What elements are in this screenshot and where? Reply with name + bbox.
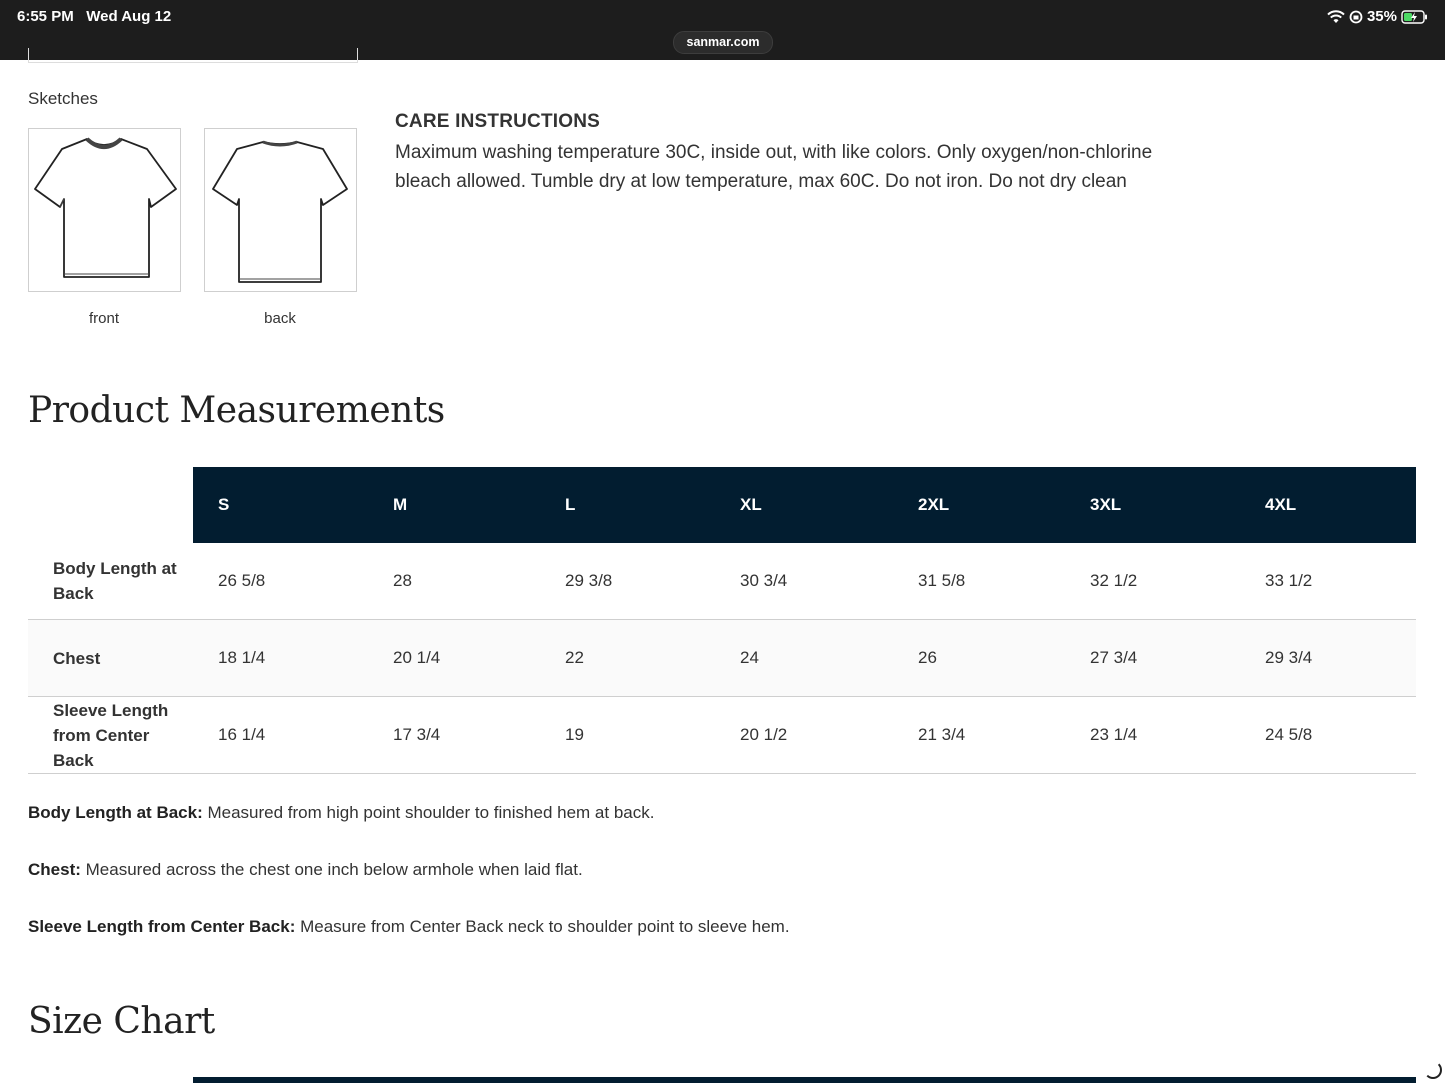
table-cell: 32 1/2 (1065, 543, 1240, 620)
back-sketch-image[interactable] (204, 128, 357, 292)
table-cell: 23 1/4 (1065, 697, 1240, 774)
table-cell: 31 5/8 (893, 543, 1065, 620)
definition-sleeve-length (28, 917, 790, 937)
wifi-icon (1327, 10, 1345, 24)
size-header: L (540, 467, 715, 543)
sketches-label: Sketches (28, 89, 98, 108)
definition-body-length (28, 803, 654, 823)
table-cell: 24 (715, 620, 893, 697)
size-chart-table-header (193, 1077, 1416, 1083)
size-header: 4XL (1240, 467, 1416, 543)
row-label: Chest (28, 620, 193, 697)
table-cell: 20 1/4 (368, 620, 540, 697)
clock: 6:55 PM (17, 8, 74, 25)
table-cell: 22 (540, 620, 715, 697)
care-instructions-text: Maximum washing temperature 30C, inside out, with like colors. Only oxygen/non-chlorine bleach allowed. Tumble dry at low temperature, max 60C. Do not iron. Do not dry clean (395, 142, 1153, 192)
size-header-row (28, 467, 1416, 543)
table-cell: 20 1/2 (715, 697, 893, 774)
table-cell: 27 3/4 (1065, 620, 1240, 697)
table-cell: 33 1/2 (1240, 543, 1416, 620)
address-bar[interactable]: sanmar.com (673, 31, 773, 54)
tshirt-back-icon (205, 129, 356, 291)
status-time (17, 8, 171, 25)
loading-spinner-icon (1424, 1061, 1442, 1079)
row-label: Sleeve Length from Center Back (28, 697, 193, 774)
product-measurements-heading: Product Measurements (28, 390, 445, 431)
header-blank-cell (28, 467, 193, 543)
definition-term: Sleeve Length from Center Back: (28, 917, 296, 936)
table-row (28, 697, 1416, 774)
date: Wed Aug 12 (86, 8, 172, 25)
table-row (28, 620, 1416, 697)
table-cell: 17 3/4 (368, 697, 540, 774)
table-cell: 18 1/4 (193, 620, 368, 697)
orientation-lock-icon (1349, 10, 1363, 24)
definition-chest (28, 860, 583, 880)
definition-term: Chest: (28, 860, 81, 879)
table-cell: 26 5/8 (193, 543, 368, 620)
table-row (28, 543, 1416, 620)
definition-text: Measured from high point shoulder to finished hem at back. (202, 803, 655, 822)
row-label: Body Length at Back (28, 543, 193, 620)
table-cell: 28 (368, 543, 540, 620)
size-header: 2XL (893, 467, 1065, 543)
definition-term: Body Length at Back: (28, 803, 203, 822)
table-cell: 29 3/4 (1240, 620, 1416, 697)
tshirt-front-icon (29, 129, 180, 291)
table-cell: 16 1/4 (193, 697, 368, 774)
table-cell: 24 5/8 (1240, 697, 1416, 774)
back-sketch-caption: back (264, 310, 296, 327)
battery-charging-icon (1401, 10, 1429, 24)
size-header: 3XL (1065, 467, 1240, 543)
table-cell: 26 (893, 620, 1065, 697)
size-header: XL (715, 467, 893, 543)
status-icons (1327, 8, 1429, 25)
size-header: S (193, 467, 368, 543)
previous-section-box (28, 48, 358, 63)
definition-text: Measured across the chest one inch below armhole when laid flat. (80, 860, 583, 879)
care-instructions-title: CARE INSTRUCTIONS (395, 111, 601, 132)
table-cell: 29 3/8 (540, 543, 715, 620)
size-chart-heading: Size Chart (28, 1001, 215, 1042)
definition-text: Measure from Center Back neck to shoulder point to sleeve hem. (295, 917, 790, 936)
table-cell: 30 3/4 (715, 543, 893, 620)
front-sketch-image[interactable] (28, 128, 181, 292)
battery-percent: 35% (1366, 8, 1397, 25)
measurements-table (28, 467, 1416, 774)
front-sketch-caption: front (88, 310, 119, 327)
size-header: M (368, 467, 540, 543)
table-cell: 19 (540, 697, 715, 774)
table-cell: 21 3/4 (893, 697, 1065, 774)
